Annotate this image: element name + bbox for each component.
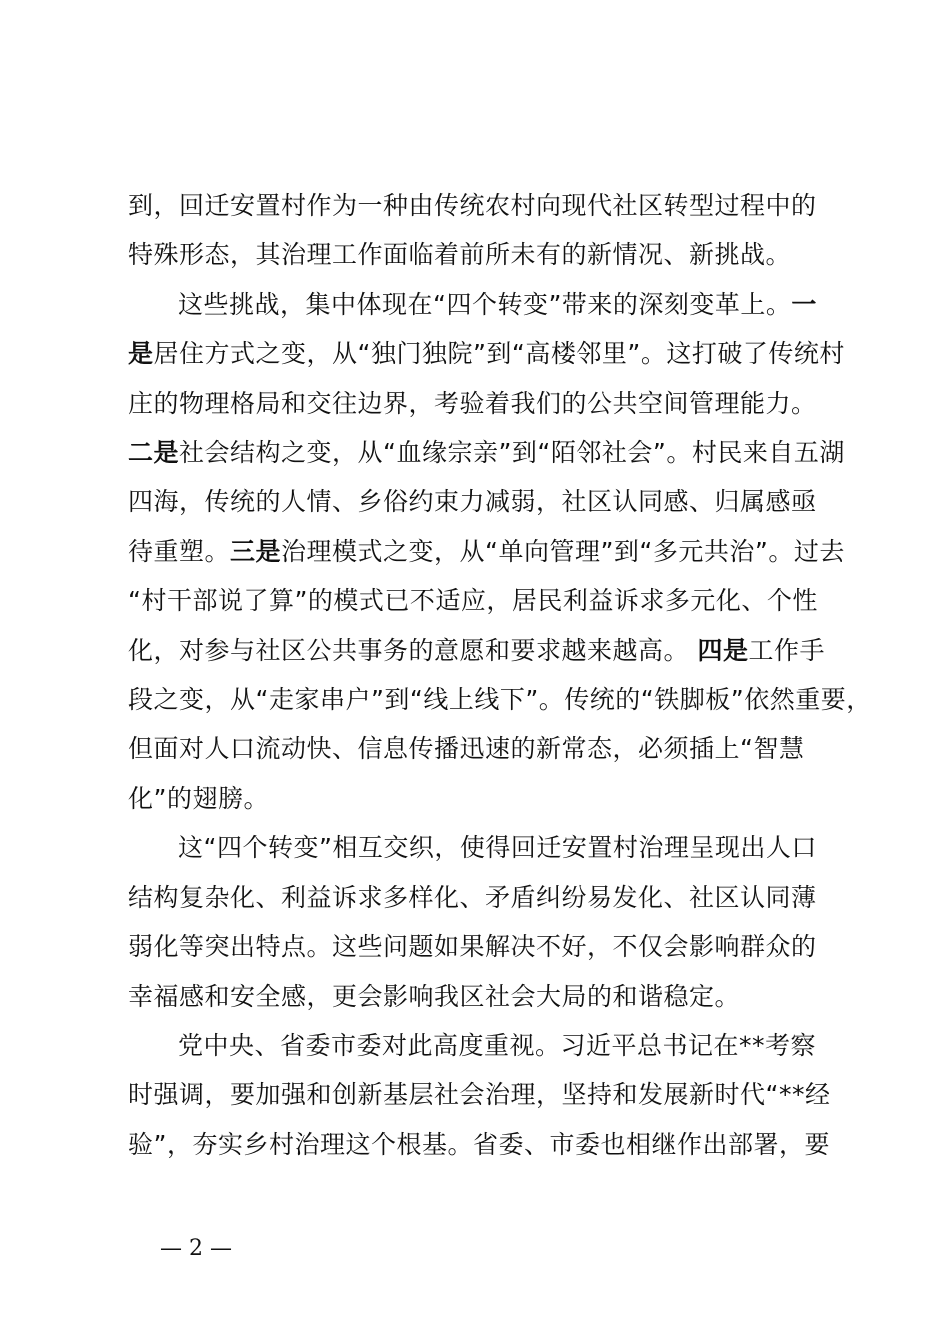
- text-run: 党中央、省委市委对此高度重视。习近平总书记在**考察: [178, 1030, 817, 1060]
- text-run: 工作手: [748, 635, 825, 665]
- paragraph-4: [128, 1021, 848, 1169]
- text-run: 社会结构之变，从“血缘宗亲”到“陌邻社会”。村民来自五湖: [179, 438, 845, 468]
- text-line: 四海，传统的人情、乡俗约束力减弱，社区认同感、归属感亟: [128, 487, 817, 517]
- text-line: [128, 1021, 848, 1070]
- text-line: 但面对人口流动快、信息传播迅速的新常态，必须插上“智慧: [128, 734, 805, 764]
- text-line: [128, 329, 848, 378]
- bold-marker-three: 三是: [230, 536, 282, 566]
- text-run: 化，对参与社区公共事务的意愿和要求越来越高。: [128, 635, 690, 665]
- text-run: 待重塑。: [128, 536, 231, 566]
- text-run: 这些挑战，集中体现在“四个转变”带来的深刻变革上。: [178, 289, 792, 319]
- text-line: 时强调，要加强和创新基层社会治理，坚持和发展新时代“**经: [128, 1080, 831, 1110]
- text-line: 验”，夯实乡村治理这个根基。省委、市委也相继作出部署，要: [128, 1129, 830, 1159]
- text-line: [128, 626, 848, 675]
- text-line: [128, 280, 848, 329]
- text-run: 这“四个转变”相互交织，使得回迁安置村治理呈现出人口: [178, 833, 817, 863]
- text-run: 治理模式之变，从“单向管理”到“多元共治”。过去: [281, 536, 845, 566]
- bold-marker-four: 四是: [697, 635, 749, 665]
- text-line: 段之变，从“走家串户”到“线上线下”。传统的“铁脚板”依然重要，: [128, 685, 872, 715]
- paragraph-3: [128, 823, 848, 1021]
- text-line: 弱化等突出特点。这些问题如果解决不好，不仅会影响群众的: [128, 932, 817, 962]
- text-line: 特殊形态，其治理工作面临着前所未有的新情况、新挑战。: [128, 240, 792, 270]
- document-body: [128, 181, 872, 1169]
- text-line: “村干部说了算”的模式已不适应，居民利益诉求多元化、个性: [128, 586, 818, 616]
- text-line: [128, 527, 848, 576]
- text-line: 化”的翅膀。: [128, 783, 269, 813]
- page-number: — 2 —: [160, 1236, 232, 1261]
- paragraph-1: [128, 181, 848, 280]
- text-line: 庄的物理格局和交往边界，考验着我们的公共空间管理能力。: [128, 388, 817, 418]
- text-line: 幸福感和安全感，更会影响我区社会大局的和谐稳定。: [128, 981, 741, 1011]
- text-line: [128, 823, 848, 872]
- text-line: 到，回迁安置村作为一种由传统农村向现代社区转型过程中的: [128, 191, 817, 220]
- bold-marker-shi: 是: [128, 339, 154, 369]
- paragraph-2: [128, 280, 872, 823]
- text-run: 居住方式之变，从“独门独院”到“高楼邻里”。这打破了传统村: [153, 339, 845, 369]
- text-line: [128, 428, 848, 477]
- text-line: 结构复杂化、利益诉求多样化、矛盾纠纷易发化、社区认同薄: [128, 882, 817, 912]
- bold-marker-two: 二是: [128, 438, 180, 468]
- bold-marker-one: 一: [791, 289, 817, 319]
